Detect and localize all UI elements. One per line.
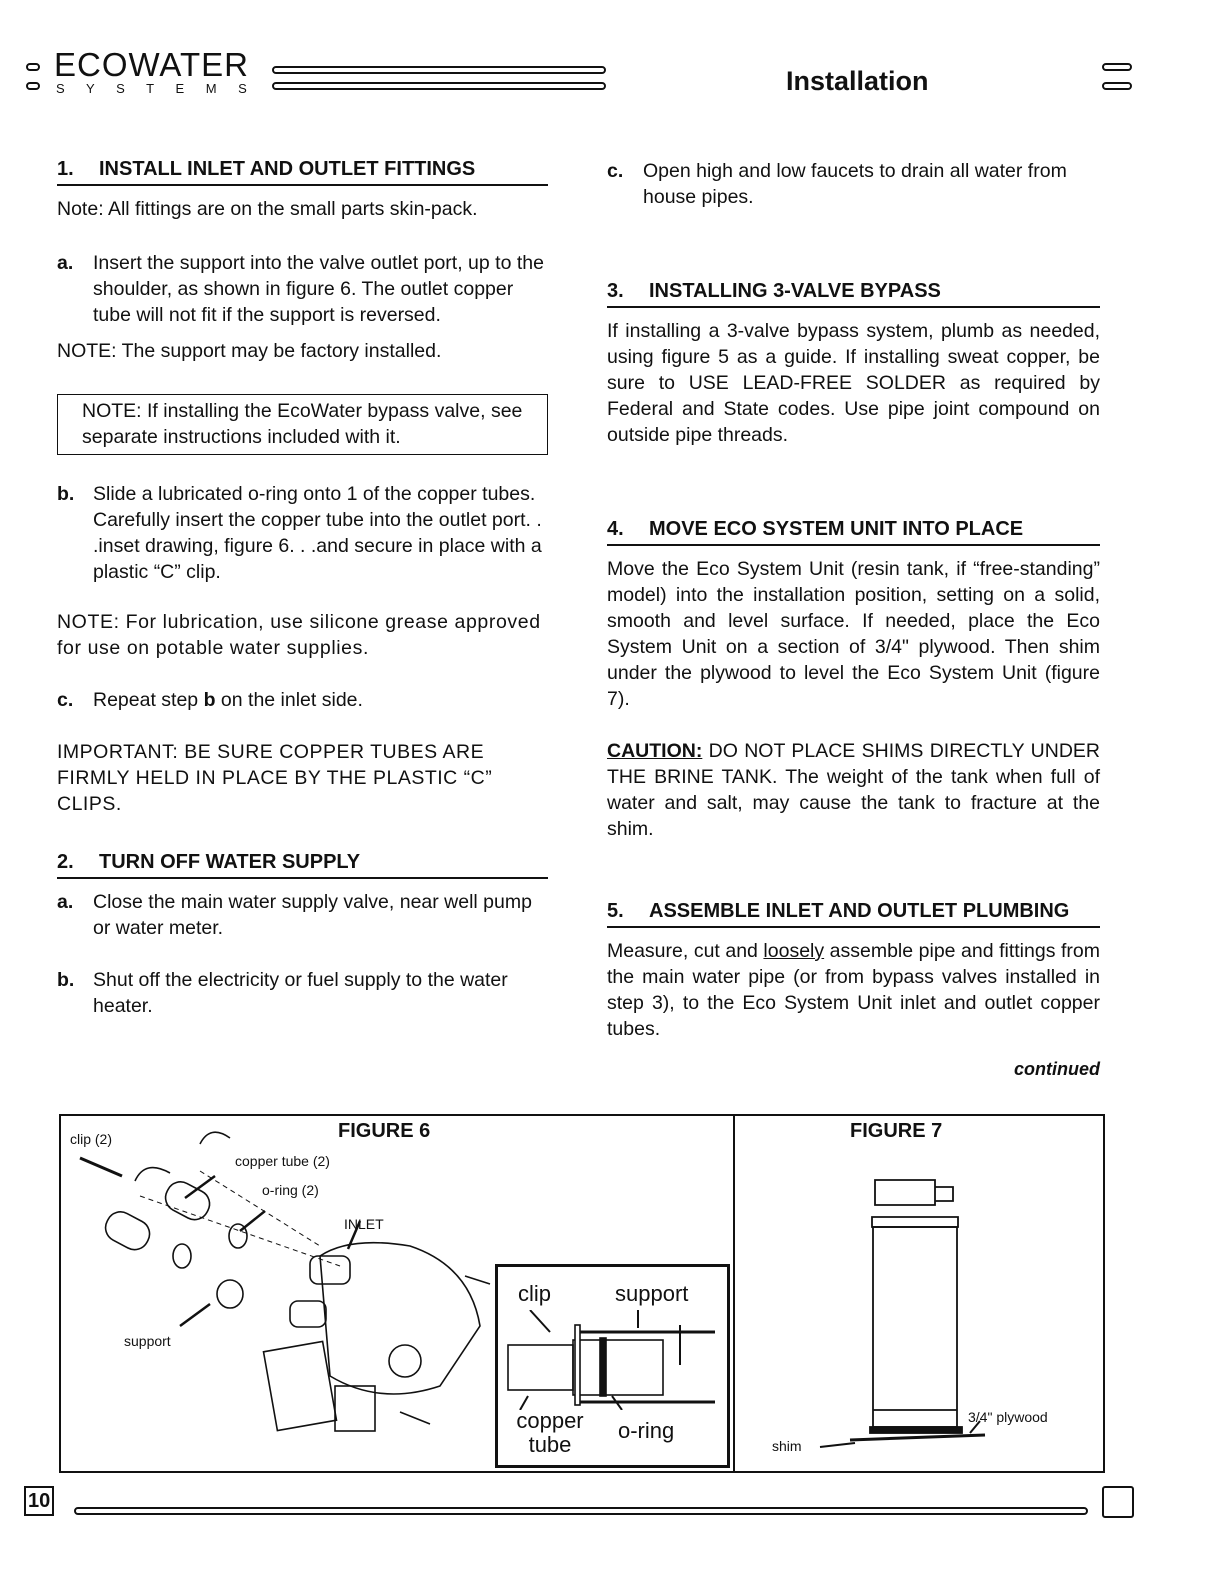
step-2b: b. Shut off the electricity or fuel supply to the water heater. <box>57 969 508 1017</box>
page-number: 10 <box>24 1486 54 1516</box>
section-4-heading: 4. MOVE ECO SYSTEM UNIT INTO PLACE <box>607 518 1100 546</box>
right-column <box>607 158 1100 1082</box>
inset-label-o-ring: o-ring <box>618 1418 675 1443</box>
caution: CAUTION: DO NOT PLACE SHIMS DIRECTLY UNDER THE BRINE TANK. The weight of the tank when full of water and salt, may cause the tank to fracture at the shim. <box>607 740 1100 840</box>
note: Note: All fittings are on the small parts skin-pack. <box>57 198 478 220</box>
step-2c: c. Open high and low faucets to drain all water from house pipes. <box>607 160 1067 208</box>
inset-label-copper-tube: copper tube <box>516 1408 584 1457</box>
left-column <box>57 158 548 1019</box>
step-1a: a. Insert the support into the valve outlet port, up to the shoulder, as shown in figure 6. The outlet copper tube will not fit if the support is reversed. <box>57 252 544 326</box>
section-1-heading: 1. INSTALL INLET AND OUTLET FITTINGS <box>57 158 548 186</box>
section-5-text: Measure, cut and loosely assemble pipe and fittings from the main water pipe (or from bypass valves installed in step 3), to the Eco System Unit inlet and outlet copper tubes. <box>607 940 1100 1040</box>
important-note: IMPORTANT: BE SURE COPPER TUBES ARE FIRMLY HELD IN PLACE BY THE PLASTIC “C” CLIPS. <box>57 741 493 815</box>
section-2-heading: 2. TURN OFF WATER SUPPLY <box>57 851 548 879</box>
label-o-ring: o-ring (2) <box>262 1182 319 1198</box>
label-copper-tube: copper tube (2) <box>235 1153 330 1169</box>
footer-rule <box>74 1507 1088 1515</box>
label-shim: shim <box>772 1438 802 1454</box>
label-plywood: 3/4" plywood <box>968 1409 1048 1425</box>
note: NOTE: The support may be factory installed. <box>57 340 442 362</box>
valve-drawing <box>60 1116 500 1468</box>
inset-label-support: support <box>615 1281 689 1306</box>
figure-6-title: FIGURE 6 <box>338 1120 431 1142</box>
header-rule <box>272 82 606 90</box>
footer-box <box>1102 1486 1134 1518</box>
inset-label-clip: clip <box>518 1281 552 1306</box>
logo-sub: S Y S T E M S <box>56 81 256 96</box>
step-1c: c. Repeat step b on the inlet side. <box>57 689 363 711</box>
step-1b: b. Slide a lubricated o-ring onto 1 of the copper tubes. Carefully insert the copper tube into the outlet port. . .inset drawing, figure 6. . .and secure in place with a plastic “C” clip. <box>57 483 542 583</box>
page-title: Installation <box>786 66 929 96</box>
figure-7-title: FIGURE 7 <box>850 1120 943 1142</box>
section-3-text: If installing a 3-valve bypass system, plumb as needed, using figure 5 as a guide. If installing sweat copper, be sure to USE LEAD-FREE SOLDER as required by Federal and State codes. Use pipe joint compound on outside pipe threads. <box>607 320 1100 446</box>
inset-cross-section <box>500 1310 720 1410</box>
label-inlet: INLET <box>344 1216 384 1232</box>
section-4-text: Move the Eco System Unit (resin tank, if “free-standing” model) into the installation position, setting on a solid, smooth and level surface. If needed, place the Eco System Unit on a section of 3/4" plywood. Then shim under the plywood to level the Eco System Unit (figure 7). <box>607 558 1100 710</box>
section-3-heading: 3. INSTALLING 3-VALVE BYPASS <box>607 280 1100 308</box>
label-support: support <box>124 1333 171 1349</box>
step-2a: a. Close the main water supply valve, near well pump or water meter. <box>57 891 532 939</box>
continued-label: continued <box>1014 1059 1100 1079</box>
header-rule <box>272 66 606 74</box>
note: NOTE: For lubrication, use silicone grease approved for use on potable water supplies. <box>57 611 541 659</box>
logo-main: ECOWATER <box>54 46 249 83</box>
section-5-heading: 5. ASSEMBLE INLET AND OUTLET PLUMBING <box>607 900 1100 928</box>
label-clip: clip (2) <box>70 1131 113 1147</box>
bypass-note-box: NOTE: If installing the EcoWater bypass valve, see separate instructions included with it. <box>57 394 548 455</box>
